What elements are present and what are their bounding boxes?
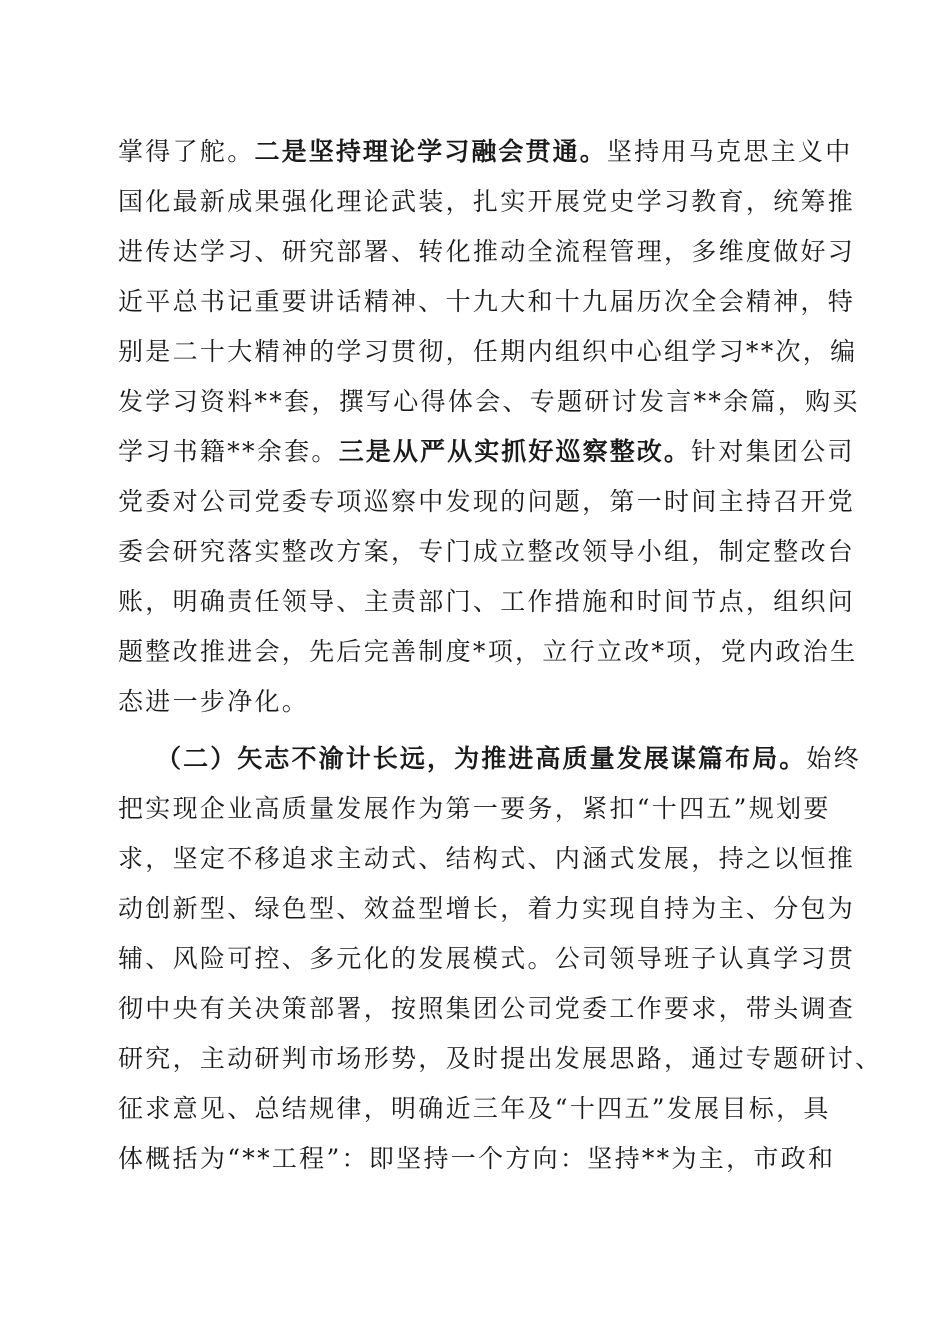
text-line xyxy=(118,1091,831,1127)
body-text: 求，坚定不移追求主动式、结构式、内涵式发展，持之以恒推 xyxy=(118,844,856,873)
text-line xyxy=(118,791,831,827)
text-line xyxy=(118,184,855,220)
body-text: 动创新型、绿色型、效益型增长，着力实现自持为主、分包为 xyxy=(118,894,856,923)
text-line xyxy=(156,741,861,777)
text-line xyxy=(118,384,860,420)
text-line xyxy=(118,534,855,570)
body-text: 发学习资料**套，撰写心得体会、专题研讨发言**余篇，购买 xyxy=(118,387,860,416)
text-line xyxy=(118,991,855,1027)
text-line xyxy=(118,1141,835,1177)
body-text: 党委对公司党委专项巡察中发现的问题，第一时间主持召开党 xyxy=(118,487,856,516)
text-line xyxy=(118,684,309,720)
bold-heading-text: 三是从严从实抓好巡察整改。 xyxy=(338,437,692,466)
body-text: 始终 xyxy=(806,744,862,773)
text-line xyxy=(118,234,855,270)
text-line xyxy=(118,584,855,620)
body-text: 别是二十大精神的学习贯彻，任期内组织中心组学习**次，编 xyxy=(118,337,858,366)
body-text: 辅、风险可控、多元化的发展模式。公司领导班子认真学习贯 xyxy=(118,944,856,973)
body-text: 征求意见、总结规律，明确近三年及“十四五”发展目标，具 xyxy=(118,1094,831,1123)
body-text: 学习书籍**余套。 xyxy=(118,437,339,466)
text-line xyxy=(118,891,855,927)
body-text: 账，明确责任领导、主责部门、工作措施和时间节点，组织问 xyxy=(118,587,856,616)
text-line xyxy=(118,1041,882,1077)
body-text: 国化最新成果强化理论武装，扎实开展党史学习教育，统筹推 xyxy=(118,187,856,216)
text-line xyxy=(118,134,853,170)
body-text: 委会研究落实整改方案，专门成立整改领导小组，制定整改台 xyxy=(118,537,856,566)
text-line xyxy=(118,941,855,977)
text-line xyxy=(118,484,855,520)
body-text: 近平总书记重要讲话精神、十九大和十九届历次全会精神，特 xyxy=(118,287,856,316)
body-text: 彻中央有关决策部署，按照集团公司党委工作要求，带头调查 xyxy=(118,994,856,1023)
text-line xyxy=(118,334,857,370)
text-line xyxy=(118,284,855,320)
text-line xyxy=(118,841,855,877)
body-text: 态进一步净化。 xyxy=(118,687,310,716)
text-line xyxy=(118,434,855,470)
body-text: 坚持用马克思主义中 xyxy=(606,137,853,166)
body-text: 把实现企业高质量发展作为第一要务，紧扣“十四五”规划要 xyxy=(118,794,831,823)
bold-heading-text: 二是坚持理论学习融会贯通。 xyxy=(254,137,607,166)
body-text: 进传达学习、研究部署、转化推动全流程管理，多维度做好习 xyxy=(118,237,856,266)
text-line xyxy=(118,634,857,670)
bold-heading-text: （二）矢志不渝计长远，为推进高质量发展谋篇布局。 xyxy=(156,744,807,773)
body-text: 体概括为“**工程”：即坚持一个方向：坚持**为主，市政和 xyxy=(118,1144,836,1173)
body-text: 题整改推进会，先后完善制度*项，立行立改*项，党内政治生 xyxy=(118,637,858,666)
body-text: 针对集团公司 xyxy=(691,437,855,466)
body-text: 掌得了舵。 xyxy=(118,137,255,166)
body-text: 研究，主动研判市场形势，及时提出发展思路，通过专题研讨、 xyxy=(118,1044,883,1073)
